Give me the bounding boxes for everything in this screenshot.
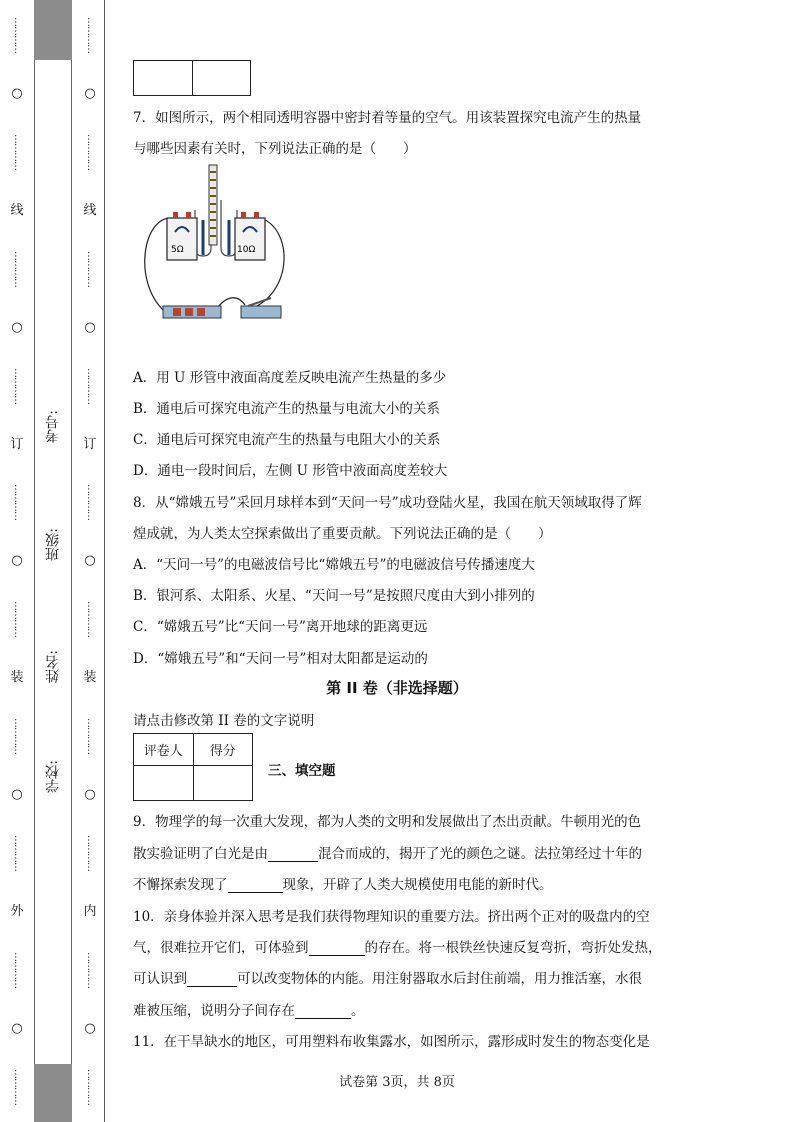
q11-line1: 11．在干旱缺水的地区，可用塑料布收集露水，如图所示，露形成时发生的物态变化是 — [133, 1034, 650, 1050]
binding-dots: ………… — [12, 835, 23, 872]
section-heading: 三、填空题 — [268, 763, 336, 779]
part2-title: 第 II 卷（非选择题） — [326, 679, 468, 697]
q10-line2 — [133, 936, 662, 956]
q10-line4-text-b: 。 — [351, 1003, 365, 1019]
q8-option-b: B．银河系、太阳系、火星、“天问一号”是按照尺度由大到小排列的 — [133, 588, 535, 604]
inner-binding-marks — [79, 0, 101, 1122]
binding-dots: ………… — [12, 16, 23, 53]
binding-mark: ○ — [11, 787, 23, 803]
right-resistor-label: 10Ω — [237, 245, 256, 255]
q9-line3-text-b: 现象，开辟了人类大规模使用电能的新时代。 — [282, 877, 553, 893]
q7-line2: 与哪些因素有关时，下列说法正确的是（ ） — [133, 141, 417, 157]
binding-mark: ○ — [11, 553, 23, 569]
grader-table — [133, 733, 253, 801]
q8-line1: 8．从“嫦娥五号”采回月球样本到“天问一号”成功登陆火星，我国在航天领域取得了辉 — [133, 495, 642, 511]
binding-dots: ………… — [85, 835, 96, 872]
page-footer: 试卷第 3页，共 8页 — [339, 1075, 455, 1090]
score-box-top — [133, 60, 251, 96]
q10-line4 — [133, 999, 365, 1019]
binding-band-frame — [34, 60, 72, 1064]
binding-dots: ………… — [85, 718, 96, 755]
binding-mark: ○ — [11, 319, 23, 335]
grader-header: 评卷人 — [134, 734, 194, 766]
q8-option-d: D．“嫦娥五号”和“天问一号”相对太阳都是运动的 — [133, 651, 428, 667]
q7-option-c: C．通电后可探究电流产生的热量与电阻大小的关系 — [133, 432, 441, 448]
q9-line3-text-a: 不懈探索发现了 — [133, 877, 228, 893]
q8-option-a: A．“天问一号”的电磁波信号比“嫦娥五号”的电磁波信号传播速度大 — [133, 557, 535, 573]
binding-dots: ………… — [85, 1068, 96, 1105]
q7-line1: 7．如图所示，两个相同透明容器中密封着等量的空气。用该装置探究电流产生的热量 — [133, 110, 642, 126]
binding-dots: ………… — [12, 951, 23, 988]
binding-mark: 内 — [83, 904, 97, 920]
q9-line1: 9．物理学的每一次重大发现，都为人类的文明和发展做出了杰出贡献。牛顿用光的色 — [133, 814, 642, 830]
q10-blank-2[interactable] — [187, 972, 237, 987]
q10-line3-text-b: 可以改变物体的内能。用注射器取水后封住前端，用力推活塞，水很 — [237, 971, 642, 987]
q10-blank-1[interactable] — [309, 941, 365, 956]
binding-mark: 订 — [83, 436, 97, 452]
q9-line2-text-b: 混合而成的，揭开了光的颜色之谜。法拉第经过十年的 — [318, 846, 642, 862]
binding-dots: ………… — [85, 601, 96, 638]
binding-mark: 装 — [10, 670, 24, 686]
binding-dots: ………… — [85, 16, 96, 53]
binding-dots: ………… — [85, 133, 96, 170]
q10-line2-text-a: 气，很难拉开它们，可体验到 — [133, 940, 309, 956]
q9-line2-text-a: 散实验证明了白光是由 — [133, 846, 268, 862]
outer-binding-marks — [6, 0, 28, 1122]
joule-heating-apparatus-figure — [133, 160, 303, 325]
binding-mark: 线 — [10, 202, 24, 218]
q10-line3 — [133, 967, 642, 987]
binding-mark: ○ — [11, 85, 23, 101]
q10-line4-text-a: 难被压缩，说明分子间存在 — [133, 1003, 295, 1019]
binding-band-top — [34, 0, 72, 60]
q9-blank-2[interactable] — [228, 878, 283, 893]
binding-rule — [104, 0, 105, 1122]
q9-line3 — [133, 873, 553, 893]
exam-no-label: 考号: — [45, 410, 61, 443]
q10-line3-text-a: 可认识到 — [133, 971, 187, 987]
school-label: 学校: — [45, 760, 61, 793]
q7-option-d: D．通电一段时间后，左侧 U 形管中液面高度差较大 — [133, 463, 448, 479]
grader-cell — [134, 766, 194, 801]
class-label: 班级: — [45, 528, 61, 561]
binding-mark: ○ — [84, 85, 96, 101]
q10-line2-text-b: 的存在。将一根铁丝快速反复弯折，弯折处发热， — [364, 940, 662, 956]
score-cell — [193, 766, 253, 801]
binding-dots: ………… — [85, 484, 96, 521]
binding-mark: ○ — [84, 787, 96, 803]
q9-blank-1[interactable] — [268, 847, 318, 862]
binding-dots: ………… — [12, 484, 23, 521]
binding-dots: ………… — [12, 367, 23, 404]
binding-dots: ………… — [85, 250, 96, 287]
binding-mark: 订 — [10, 436, 24, 452]
binding-dots: ………… — [12, 250, 23, 287]
binding-dots: ………… — [12, 1068, 23, 1105]
q9-line2 — [133, 842, 642, 862]
name-label: 姓名: — [45, 650, 61, 683]
binding-mark: ○ — [84, 553, 96, 569]
part2-note[interactable]: 请点击修改第 II 卷的文字说明 — [133, 713, 315, 729]
binding-dots: ………… — [85, 951, 96, 988]
q10-blank-3[interactable] — [295, 1004, 351, 1019]
q8-line2: 煌成就，为人类太空探索做出了重要贡献。下列说法正确的是（ ） — [133, 526, 552, 542]
binding-mark: 外 — [10, 904, 24, 920]
left-resistor-label: 5Ω — [171, 245, 184, 255]
binding-mark: ○ — [84, 319, 96, 335]
q8-option-c: C．“嫦娥五号”比“天问一号”离开地球的距离更远 — [133, 619, 428, 635]
q7-option-b: B．通电后可探究电流产生的热量与电流大小的关系 — [133, 401, 440, 417]
binding-dots: ………… — [85, 367, 96, 404]
q10-line1: 10．亲身体验并深入思考是我们获得物理知识的重要方法。挤出两个正对的吸盘内的空 — [133, 909, 650, 925]
binding-dots: ………… — [12, 601, 23, 638]
q7-option-a: A．用 U 形管中液面高度差反映电流产生热量的多少 — [133, 370, 447, 386]
binding-mark: ○ — [84, 1020, 96, 1036]
binding-dots: ………… — [12, 133, 23, 170]
binding-dots: ………… — [12, 718, 23, 755]
score-header: 得分 — [193, 734, 253, 766]
binding-mark: 装 — [83, 670, 97, 686]
binding-mark: 线 — [83, 202, 97, 218]
binding-mark: ○ — [11, 1020, 23, 1036]
